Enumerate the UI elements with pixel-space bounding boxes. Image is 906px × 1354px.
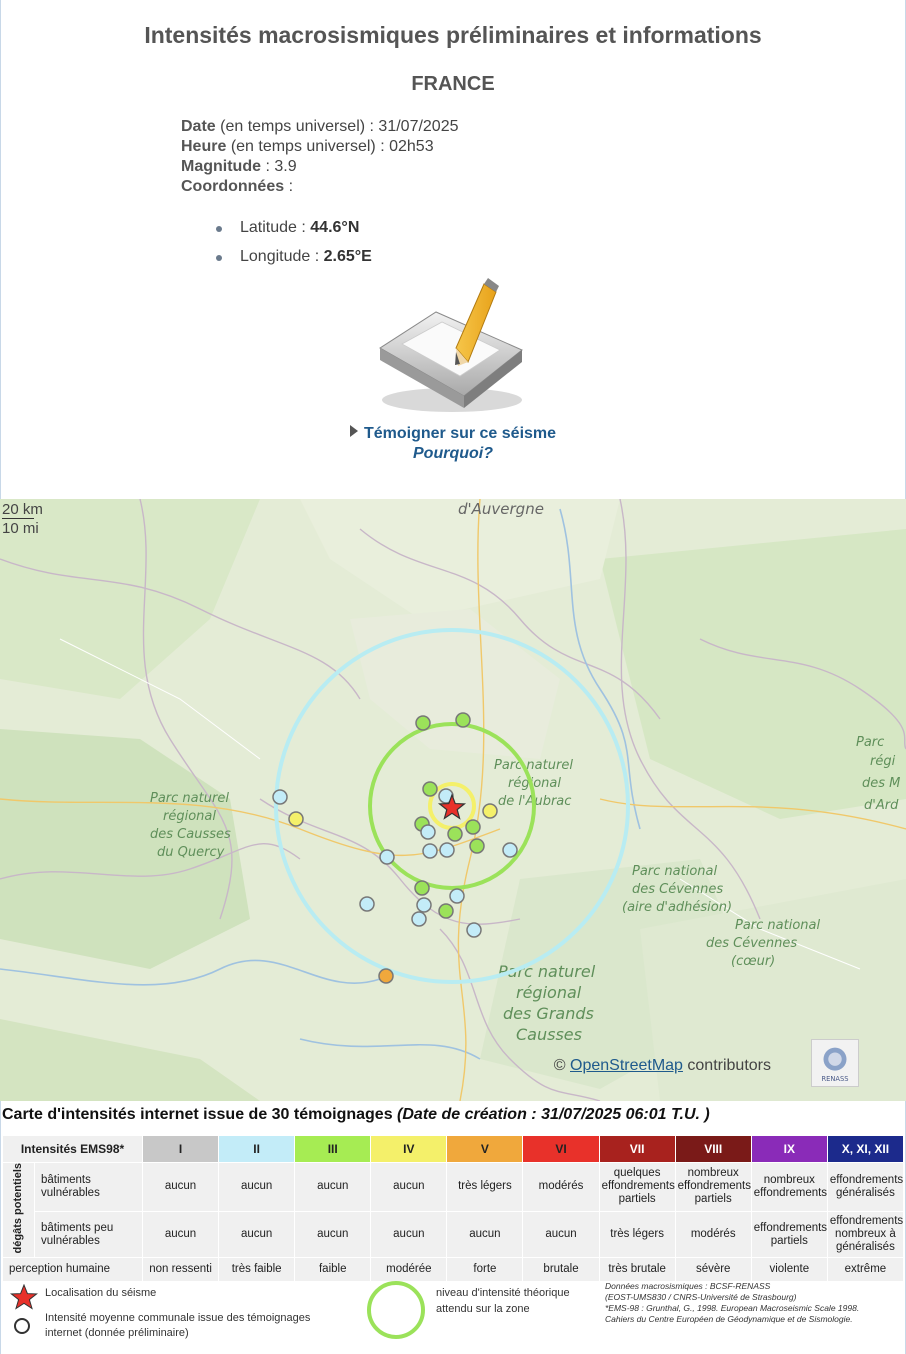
commune-point-iii[interactable] [448,827,462,841]
table-cell: très légers [599,1211,675,1258]
legend-commune: Intensité moyenne communale issue des témoignages internet (donnée préliminaire) [45,1312,311,1339]
map-scale [2,500,43,538]
ems-level-header: VIII [675,1136,751,1163]
time-line [181,137,459,157]
map-label: Parc national [632,864,718,879]
degats-group-label [3,1163,35,1258]
magnitude-line [181,157,459,177]
latitude-label: Latitude : [240,219,311,236]
map-caption [2,1106,710,1124]
table-cell: aucun [143,1163,219,1212]
date-line [181,117,459,137]
map-label: des M [862,776,901,791]
ems-level-header: III [295,1136,371,1163]
ems-level-header: V [447,1136,523,1163]
map-label: Parc [856,735,885,750]
coords-label: Coordonnées [181,178,285,195]
commune-point-iii[interactable] [470,839,484,853]
latitude-value: 44.6°N [310,219,360,236]
why-link[interactable]: Pourquoi? [413,445,493,462]
map-label: du Quercy [157,845,225,860]
longitude-label: Longitude : [240,248,324,265]
map-label: régional [516,983,582,1002]
table-cell: extrême [827,1258,903,1282]
scale-mi: 10 mi [2,520,39,537]
commune-point-ii[interactable] [273,790,287,804]
scale-km: 20 km [2,501,43,518]
table-cell: aucun [219,1163,295,1212]
table-cell: quelques effondrements partiels [599,1163,675,1212]
table-cell: non ressenti [143,1258,219,1282]
map-label: Parc naturel [498,962,596,981]
country-heading: FRANCE [411,73,495,95]
table-cell: faible [295,1258,371,1282]
table-cell: brutale [523,1258,599,1282]
caption-date: (Date de création : 31/07/2025 06:01 T.U. ) [397,1106,710,1123]
map-label: d'Auvergne [458,500,544,518]
pencil-form-icon[interactable] [372,278,532,418]
commune-point-iii[interactable] [423,782,437,796]
table-cell: aucun [295,1211,371,1258]
scale-bar [2,518,34,519]
commune-point-ii[interactable] [467,923,481,937]
ems-level-header: I [143,1136,219,1163]
magnitude-value: : 3.9 [265,158,297,175]
commune-point-iv[interactable] [289,812,303,826]
magnitude-label: Magnitude [181,158,261,175]
commune-point-iii[interactable] [466,820,480,834]
map-label: régional [163,809,216,824]
ems-level-header: IV [371,1136,447,1163]
table-cell: effondrements partiels [751,1211,827,1258]
map-label: (cœur) [731,954,776,969]
table-cell: modérée [371,1258,447,1282]
testify-link[interactable] [0,425,906,443]
bullet-icon [216,226,222,232]
circle-icon [14,1318,30,1334]
map-label: régional [508,776,561,791]
table-cell: aucun [371,1163,447,1212]
map-label: de l'Aubrac [498,794,572,809]
map-label: des Cévennes [632,882,724,897]
map-label: Parc naturel [494,758,573,773]
commune-point-ii[interactable] [421,825,435,839]
map-canvas [0,499,906,1101]
ems-level-header: VII [599,1136,675,1163]
table-cell: aucun [371,1211,447,1258]
table-row [3,1211,904,1258]
legend-theoretical: niveau d'intensité théorique attendu sur la zone [436,1287,570,1315]
ems-level-header: II [219,1136,295,1163]
legend-epicenter: Localisation du séisme [45,1287,157,1299]
triangle-right-icon [350,425,358,437]
time-label: Heure [181,138,227,155]
table-cell: effondrements nombreux à généralisés [827,1211,903,1258]
map-label: des Causses [150,827,231,842]
map-label: (aire d'adhésion) [622,900,733,915]
ems-level-header: X, XI, XII [827,1136,903,1163]
map-label: Parc naturel [150,791,229,806]
ems-level-header: VI [523,1136,599,1163]
caption-main: Carte d'intensités internet issue de 30 témoignages [2,1106,398,1123]
longitude-item [214,247,372,276]
ems-level-header: IX [751,1136,827,1163]
coords-line [181,177,459,197]
ref-line: (EOST-UMS830 / CNRS-Université de Strasbourg) [605,1292,797,1302]
commune-point-iv[interactable] [483,804,497,818]
map-label: d'Ard [864,798,899,813]
ref-line: *EMS-98 : Grunthal, G., 1998. European Macroseismic Scale 1998. [605,1303,860,1313]
table-cell: très légers [447,1163,523,1212]
table-cell: violente [751,1258,827,1282]
table-cell: aucun [219,1211,295,1258]
commune-point-iii[interactable] [439,904,453,918]
table-cell: très faible [219,1258,295,1282]
svg-text:RENASS: RENASS [821,1075,849,1084]
commune-point-ii[interactable] [440,843,454,857]
time-value: (en temps universel) : 02h53 [230,138,434,155]
table-cell: modérés [675,1211,751,1258]
degats-label: dégâts potentiels [12,1163,24,1254]
map-label: des Grands [503,1004,594,1023]
coords-suffix: : [284,178,294,195]
renass-logo [811,1039,859,1087]
osm-link[interactable]: OpenStreetMap [570,1057,683,1074]
legend-references [605,1281,905,1325]
page-title: Intensités macrosismiques préliminaires et informations [144,22,762,48]
ems98-table [2,1135,904,1282]
bullet-icon [216,255,222,261]
event-info [181,117,459,197]
longitude-value: 2.65°E [323,248,372,265]
latitude-item [214,218,372,247]
row-label: bâtiments vulnérables [35,1163,143,1212]
commune-point-ii[interactable] [503,843,517,857]
attribution-suffix: contributors [682,1057,771,1074]
table-cell: très brutale [599,1258,675,1282]
table-cell: aucun [295,1163,371,1212]
commune-point-iii[interactable] [415,881,429,895]
table-cell: forte [447,1258,523,1282]
table-cell: sévère [675,1258,751,1282]
commune-point-v[interactable] [379,969,393,983]
table-cell: aucun [447,1211,523,1258]
commune-point-ii[interactable] [380,850,394,864]
date-value: (en temps universel) : 31/07/2025 [220,118,459,135]
map-label: Parc national [735,918,821,933]
table-cell: aucun [523,1211,599,1258]
table-cell: aucun [143,1211,219,1258]
commune-point-ii[interactable] [450,889,464,903]
table-cell: nombreux effondrements [751,1163,827,1212]
table-row [3,1163,904,1212]
commune-point-iii[interactable] [456,713,470,727]
intensity-map[interactable] [0,499,906,1101]
ring-icon [367,1281,425,1339]
row-label: perception humaine [3,1258,143,1282]
ems-header-label: Intensités EMS98* [3,1136,143,1163]
map-label: Causses [516,1025,582,1044]
commune-point-iii[interactable] [416,716,430,730]
map-attribution [554,1057,771,1075]
map-label: régi [870,754,896,769]
table-cell: effondrements généralisés [827,1163,903,1212]
map-legend [0,1278,906,1354]
row-label: bâtiments peu vulnérables [35,1211,143,1258]
table-cell: nombreux effondrements partiels [675,1163,751,1212]
testify-label: Témoigner sur ce séisme [363,425,557,442]
commune-point-ii[interactable] [360,897,374,911]
coords-list [214,218,372,276]
ref-line: Données macrosismiques : BCSF-RENASS [605,1281,771,1291]
map-label: des Cévennes [706,936,798,951]
commune-point-ii[interactable] [423,844,437,858]
commune-point-ii[interactable] [417,898,431,912]
table-cell: modérés [523,1163,599,1212]
attribution-prefix: © [553,1057,570,1074]
commune-point-ii[interactable] [412,912,426,926]
date-label: Date [181,118,216,135]
star-icon [10,1284,38,1310]
table-header-row [3,1136,904,1163]
ref-line: Cahiers du Centre Européen de Géodynamique et de Sismologie. [605,1314,853,1324]
